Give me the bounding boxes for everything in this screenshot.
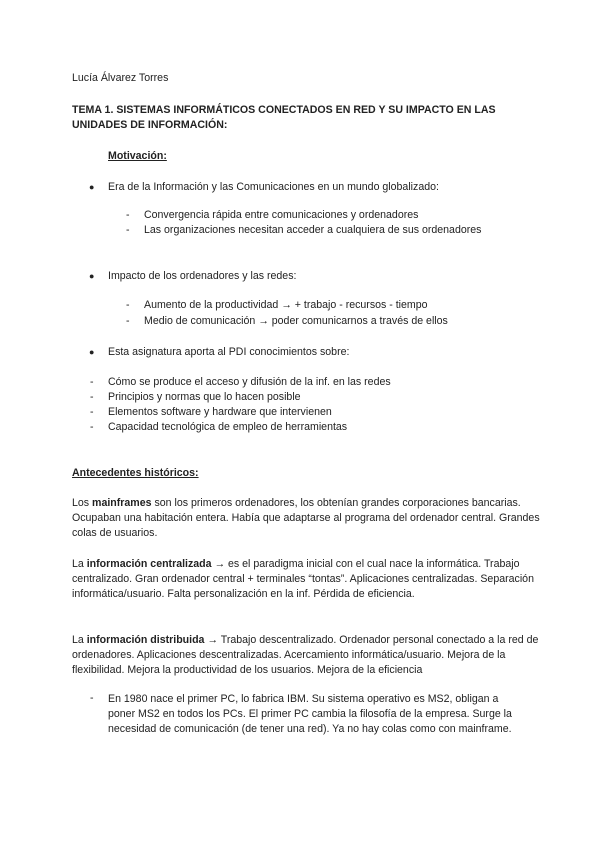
dash-marker: - [90, 376, 94, 388]
sub-item: Principios y normas que lo hacen posible [108, 391, 301, 403]
dash-marker: - [90, 421, 94, 433]
paragraph-informacion-centralizada [72, 557, 542, 603]
author-name: Lucía Álvarez Torres [72, 72, 169, 84]
bullet-item-impacto: Impacto de los ordenadores y las redes: [108, 270, 297, 282]
section-title-antecedentes: Antecedentes históricos: [72, 467, 199, 479]
bullet-item-era: Era de la Información y las Comunicaciones en un mundo globalizado: [108, 181, 439, 193]
section-title-motivacion: Motivación: [108, 150, 167, 162]
dash-marker: - [126, 315, 130, 327]
bullet-item-asignatura: Esta asignatura aporta al PDI conocimientos sobre: [108, 346, 350, 358]
dash-marker: - [126, 299, 130, 311]
paragraph-text: Los [72, 497, 93, 509]
keyword-mainframes: mainframes [92, 497, 152, 509]
paragraph-informacion-distribuida [72, 633, 542, 679]
bullet-marker: ● [89, 271, 95, 281]
paragraph-text: La [72, 558, 87, 570]
paragraph-text: → es el paradigma inicial con el cual nace la informática. Trabajo centralizado. Gran ordenador central + terminales “tontas”. Aplicaciones centralizadas. Separación informática/usuario. Falta personalización en la inf. Pérdida de eficiencia. [72, 558, 534, 601]
sub-item: Las organizaciones necesitan acceder a cualquiera de sus ordenadores [144, 224, 482, 236]
list-item-primer-pc: En 1980 nace el primer PC, lo fabrica IBM. Su sistema operativo es MS2, obligan a poner MS2 en todos los PCs. El primer PC cambia la filosofía de la empresa. Surge la necesidad de comunicación (de tener una red). Ya no hay colas como con mainframe. [108, 693, 512, 736]
document-title-line-2: UNIDADES DE INFORMACIÓN: [72, 119, 228, 131]
dash-marker: - [90, 391, 94, 403]
paragraph-text: → Trabajo descentralizado. Ordenador personal conectado a la red de ordenadores. Aplicaciones descentralizadas. Acercamiento informática/usuario. Mejora de la flexibilidad. Mejora la productividad de los usuarios. Mejora de la eficiencia [72, 634, 539, 677]
paragraph-text: son los primeros ordenadores, los obtenían grandes corporaciones bancarias. Ocupaban una habitación entera. Había que adaptarse al programa del ordenador central. Grandes colas de usuarios. [72, 497, 540, 540]
document-title-line-1: TEMA 1. SISTEMAS INFORMÁTICOS CONECTADOS EN RED Y SU IMPACTO EN LAS [72, 104, 496, 116]
sub-item: Convergencia rápida entre comunicaciones y ordenadores [144, 209, 419, 221]
keyword-informacion-distribuida: información distribuida [86, 634, 205, 646]
dash-marker: - [126, 224, 130, 236]
dash-marker: - [90, 406, 94, 418]
bullet-marker: ● [89, 182, 95, 192]
sub-item: Aumento de la productividad → + trabajo - recursos - tiempo [144, 299, 428, 311]
sub-item: Cómo se produce el acceso y difusión de la inf. en las redes [108, 376, 391, 388]
bullet-marker: ● [89, 347, 95, 357]
sub-item: Capacidad tecnológica de empleo de herramientas [108, 421, 348, 433]
sub-item: Elementos software y hardware que intervienen [108, 406, 332, 418]
sub-item: Medio de comunicación → poder comunicarnos a través de ellos [144, 315, 448, 327]
dash-marker: - [90, 692, 94, 704]
paragraph-mainframes [72, 496, 542, 542]
keyword-informacion-centralizada: información centralizada [86, 558, 212, 570]
paragraph-text: La [72, 634, 87, 646]
dash-marker: - [126, 209, 130, 221]
